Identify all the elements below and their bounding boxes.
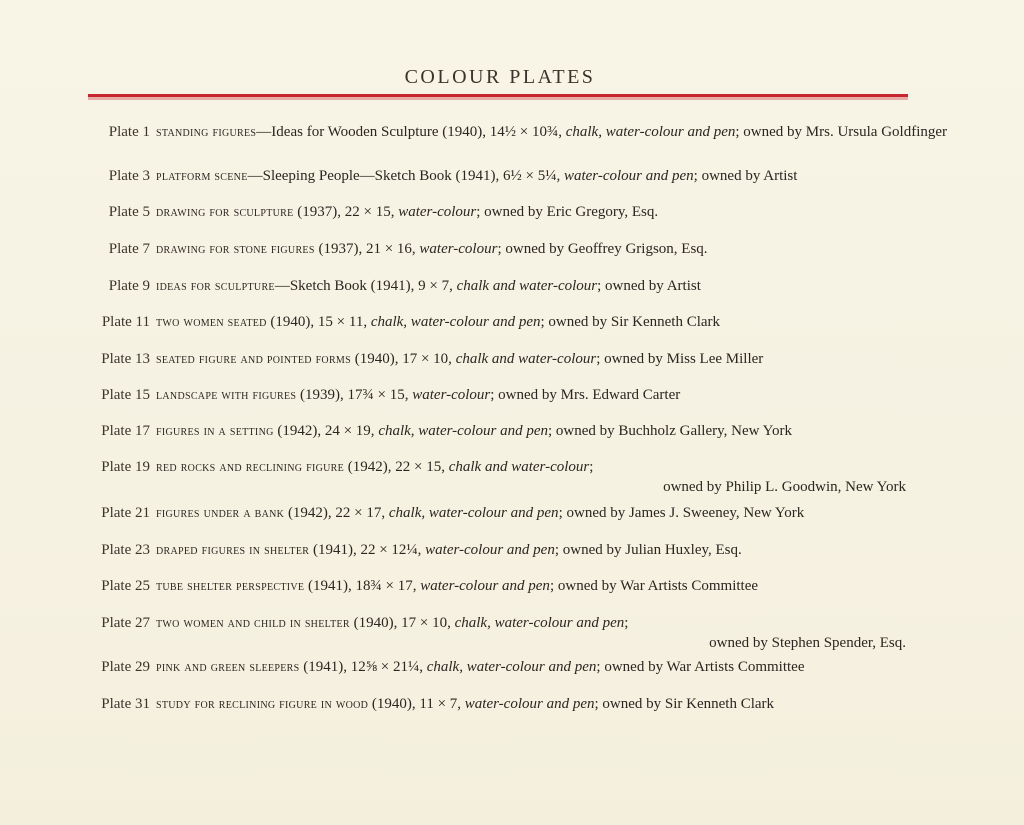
list-item bbox=[80, 421, 910, 443]
plate-number: Plate 13 bbox=[101, 351, 150, 367]
plate-number: Plate 31 bbox=[101, 696, 150, 712]
plate-owner: ; owned by James J. Sweeney, New York bbox=[558, 505, 805, 521]
plate-owner: ; owned by Geoffrey Grigson, Esq. bbox=[497, 241, 708, 257]
plate-details: —Ideas for Wooden Sculpture (1940), 14½ × 10¾, bbox=[256, 124, 566, 140]
plate-medium: water-colour bbox=[398, 204, 477, 220]
plate-title: seated figure and pointed forms bbox=[156, 352, 351, 367]
page-title: COLOUR PLATES bbox=[404, 66, 596, 88]
list-item bbox=[80, 576, 910, 598]
plate-entry bbox=[156, 503, 910, 524]
plate-details: (1941), 18¾ × 17, bbox=[304, 578, 421, 594]
plate-entry bbox=[156, 540, 910, 561]
list-item bbox=[80, 166, 910, 188]
plate-owner: ; bbox=[624, 615, 629, 631]
plate-number: Plate 19 bbox=[101, 459, 150, 475]
plate-entry bbox=[156, 349, 910, 370]
plate-details: —Sketch Book (1941), 9 × 7, bbox=[274, 278, 457, 294]
plate-owner: ; owned by Sir Kenneth Clark bbox=[594, 696, 775, 712]
plate-number: Plate 27 bbox=[101, 615, 150, 631]
plate-owner: ; owned by Eric Gregory, Esq. bbox=[476, 204, 659, 220]
plate-entry bbox=[156, 166, 910, 187]
plate-entry bbox=[156, 239, 910, 260]
plate-details: (1941), 12⅝ × 21¼, bbox=[299, 659, 427, 675]
plate-number: Plate 23 bbox=[101, 542, 150, 558]
plate-entry bbox=[156, 457, 910, 478]
plate-details: (1940), 17 × 10, bbox=[350, 351, 456, 367]
plate-details: (1942), 22 × 15, bbox=[344, 459, 449, 475]
plate-owner: ; owned by Buchholz Gallery, New York bbox=[547, 423, 792, 439]
plate-entry bbox=[156, 202, 910, 223]
plate-details: (1940), 17 × 10, bbox=[349, 615, 455, 631]
plate-owner: ; owned by Julian Huxley, Esq. bbox=[554, 542, 742, 558]
list-item bbox=[80, 657, 910, 679]
plate-owner: ; owned by Mrs. Edward Carter bbox=[490, 387, 681, 403]
plate-number: Plate 5 bbox=[108, 204, 150, 220]
plate-number: Plate 11 bbox=[101, 314, 150, 330]
plate-entry bbox=[156, 312, 910, 333]
plate-medium: chalk and water-colour bbox=[456, 278, 598, 294]
plate-number: Plate 9 bbox=[108, 278, 150, 294]
plate-entry bbox=[156, 657, 910, 678]
list-item bbox=[80, 540, 910, 562]
plate-entry bbox=[156, 385, 910, 406]
plate-details: (1942), 22 × 17, bbox=[284, 505, 389, 521]
plate-medium: chalk and water-colour bbox=[455, 351, 597, 367]
plate-title: pink and green sleepers bbox=[156, 660, 300, 675]
plate-title: tube shelter perspective bbox=[156, 579, 305, 594]
plate-title: standing figures bbox=[156, 125, 257, 140]
plate-entry bbox=[156, 421, 910, 442]
list-item bbox=[80, 457, 910, 499]
list-item bbox=[80, 694, 910, 716]
plate-number: Plate 3 bbox=[108, 168, 150, 184]
plate-title: drawing for stone figures bbox=[156, 242, 315, 257]
list-item bbox=[80, 503, 910, 525]
plate-title: two women and child in shelter bbox=[156, 616, 350, 631]
plate-title: red rocks and reclining figure bbox=[156, 460, 345, 475]
plate-owner: ; owned by Artist bbox=[693, 168, 798, 184]
plate-medium: chalk, water-colour and pen bbox=[370, 314, 541, 330]
plate-title: two women seated bbox=[156, 315, 267, 330]
plate-medium: chalk, water-colour and pen bbox=[388, 505, 559, 521]
plate-entry bbox=[156, 694, 910, 715]
plate-details: (1940), 15 × 11, bbox=[266, 314, 371, 330]
plate-owner: ; owned by Artist bbox=[597, 278, 701, 294]
plate-number: Plate 15 bbox=[101, 387, 150, 403]
plate-owner: ; owned by War Artists Committee bbox=[596, 659, 805, 675]
plate-title: ideas for sculpture bbox=[156, 279, 275, 294]
plate-title: landscape with figures bbox=[156, 388, 297, 403]
plate-title: figures under a bank bbox=[156, 506, 285, 521]
plate-entry bbox=[156, 122, 948, 143]
list-item bbox=[80, 385, 910, 407]
plate-title: platform scene bbox=[156, 169, 248, 184]
plate-entry bbox=[156, 276, 910, 297]
plate-entry bbox=[156, 576, 910, 597]
list-item bbox=[80, 349, 910, 371]
plate-title: drawing for sculpture bbox=[156, 205, 294, 220]
plate-medium: water-colour bbox=[412, 387, 491, 403]
plate-number: Plate 21 bbox=[101, 505, 150, 521]
list-item bbox=[80, 239, 910, 261]
plate-details: (1942), 24 × 19, bbox=[273, 423, 379, 439]
list-item bbox=[80, 613, 910, 655]
plate-owner: ; owned by War Artists Committee bbox=[549, 578, 759, 594]
plate-medium: water-colour and pen bbox=[563, 168, 694, 184]
plate-details: (1941), 22 × 12¼, bbox=[309, 542, 426, 558]
plate-owner: ; owned by Sir Kenneth Clark bbox=[540, 314, 721, 330]
plate-title: study for reclining figure in wood bbox=[156, 697, 369, 712]
plate-medium: water-colour and pen bbox=[425, 542, 555, 558]
plate-medium: chalk and water-colour bbox=[448, 459, 590, 475]
plate-number: Plate 17 bbox=[101, 423, 150, 439]
plate-medium: chalk, water-colour and pen bbox=[454, 615, 625, 631]
plate-entry bbox=[156, 613, 910, 634]
plate-number: Plate 25 bbox=[101, 578, 150, 594]
plate-owner: ; bbox=[589, 459, 594, 475]
plate-medium: chalk, water-colour and pen bbox=[378, 423, 548, 439]
list-item bbox=[80, 276, 910, 298]
plate-details: (1940), 11 × 7, bbox=[368, 696, 465, 712]
heading-rule bbox=[88, 94, 908, 97]
plate-number: Plate 1 bbox=[108, 124, 150, 140]
plate-details: —Sleeping People—Sketch Book (1941), 6½ × 5¼, bbox=[247, 168, 564, 184]
plate-details: (1937), 21 × 16, bbox=[314, 241, 420, 257]
list-item bbox=[80, 122, 948, 164]
plate-details: (1937), 22 × 15, bbox=[293, 204, 399, 220]
plate-owner-continuation: owned by Stephen Spender, Esq. bbox=[709, 635, 906, 651]
plate-medium: water-colour bbox=[419, 241, 498, 257]
plate-owner-continuation: owned by Philip L. Goodwin, New York bbox=[663, 479, 906, 495]
plate-number: Plate 7 bbox=[108, 241, 150, 257]
list-item bbox=[80, 312, 910, 334]
plate-owner: ; owned by Mrs. Ursula Goldfinger bbox=[735, 124, 948, 140]
plate-medium: water-colour and pen bbox=[420, 578, 550, 594]
plate-medium: water-colour and pen bbox=[464, 696, 595, 712]
plate-medium: chalk, water-colour and pen bbox=[426, 659, 597, 675]
plate-medium: chalk, water-colour and pen bbox=[565, 124, 736, 140]
list-item bbox=[80, 202, 910, 224]
plate-title: draped figures in shelter bbox=[156, 543, 310, 558]
plate-owner: ; owned by Miss Lee Miller bbox=[596, 351, 764, 367]
plate-number: Plate 29 bbox=[101, 659, 150, 675]
plate-details: (1939), 17¾ × 15, bbox=[296, 387, 413, 403]
plate-title: figures in a setting bbox=[156, 424, 274, 439]
